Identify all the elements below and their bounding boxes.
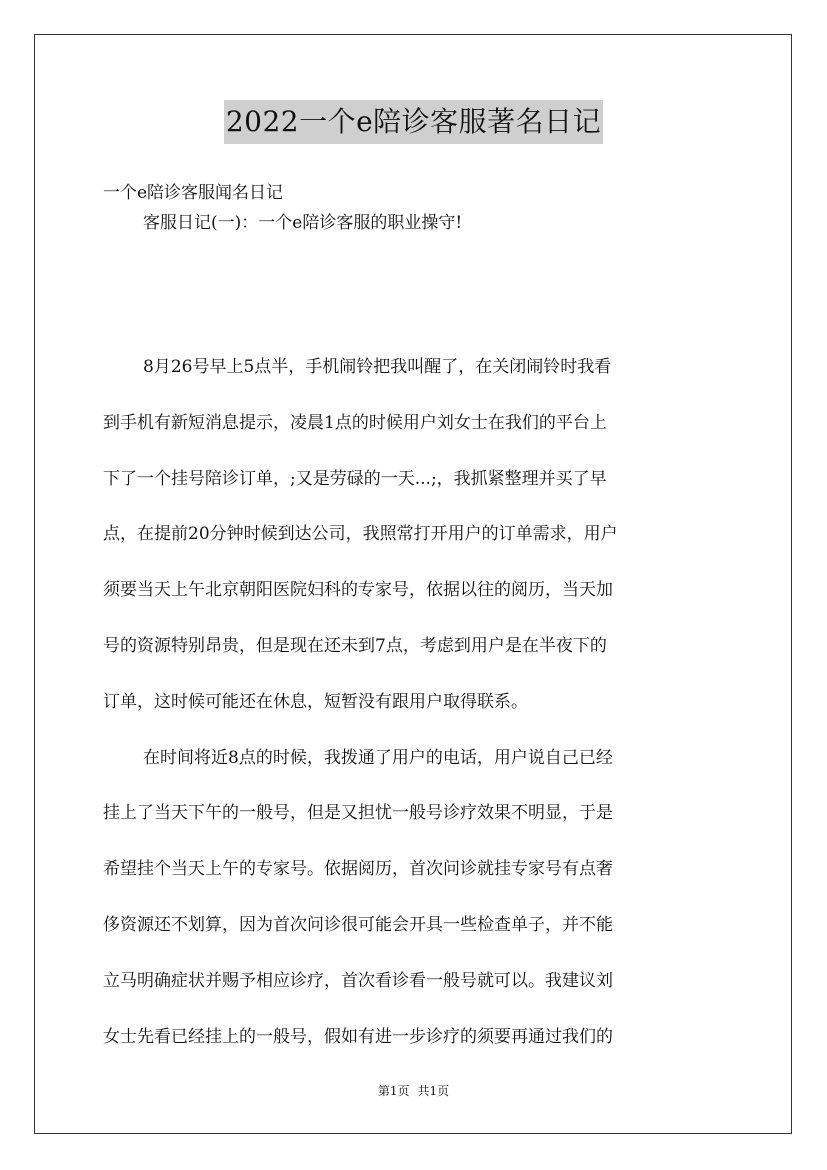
document-title: 2022一个e陪诊客服著名日记 — [224, 100, 603, 144]
paragraph-line: 挂上了当天下午的一般号，但是又担忧一般号诊疗效果不明显，于是 — [103, 803, 613, 824]
paragraph-line: 到手机有新短消息提示，凌晨1点的时候用户刘女士在我们的平台上 — [103, 412, 607, 433]
paragraph-line: 下了一个挂号陪诊订单，;又是劳碌的一天...;，我抓紧整理并买了早 — [103, 468, 607, 489]
title-wrap — [0, 100, 827, 144]
paragraph-2 — [103, 731, 727, 1066]
paragraph-line: 点，在提前20分钟时候到达公司，我照常打开用户的订单需求，用户 — [103, 524, 618, 545]
page-total: 共1页 — [417, 1084, 450, 1098]
paragraph-1 — [103, 340, 727, 731]
page-footer — [0, 1082, 827, 1100]
paragraph-line: 8月26号早上5点半，手机闹铃把我叫醒了，在关闭闹铃时我看 — [143, 357, 612, 377]
paragraph-line: 在时间将近8点的时候，我拨通了用户的电话，用户说自己已经 — [143, 747, 613, 768]
document-subheading: 一个e陪诊客服闻名日记 — [103, 183, 284, 203]
page-number: 第1页 — [377, 1084, 410, 1098]
paragraph-line: 侈资源还不划算，因为首次问诊很可能会开具一些检查单子，并不能 — [103, 914, 613, 935]
body-text — [103, 340, 727, 1065]
paragraph-line: 订单，这时候可能还在休息，短暂没有跟用户取得联系。 — [103, 691, 528, 712]
paragraph-line: 希望挂个当天上午的专家号。依据阅历，首次问诊就挂专家号有点奢 — [103, 859, 613, 880]
paragraph-line: 须要当天上午北京朝阳医院妇科的专家号，依据以往的阅历，当天加 — [103, 580, 613, 601]
section-heading: 客服日记(一)：一个e陪诊客服的职业操守! — [143, 213, 463, 233]
paragraph-line: 立马明确症状并赐予相应诊疗，首次看诊看一般号就可以。我建议刘 — [103, 970, 613, 991]
paragraph-line: 号的资源特别昂贵，但是现在还未到7点，考虑到用户是在半夜下的 — [103, 635, 607, 656]
paragraph-line: 女士先看已经挂上的一般号，假如有进一步诊疗的须要再通过我们的 — [103, 1026, 613, 1047]
